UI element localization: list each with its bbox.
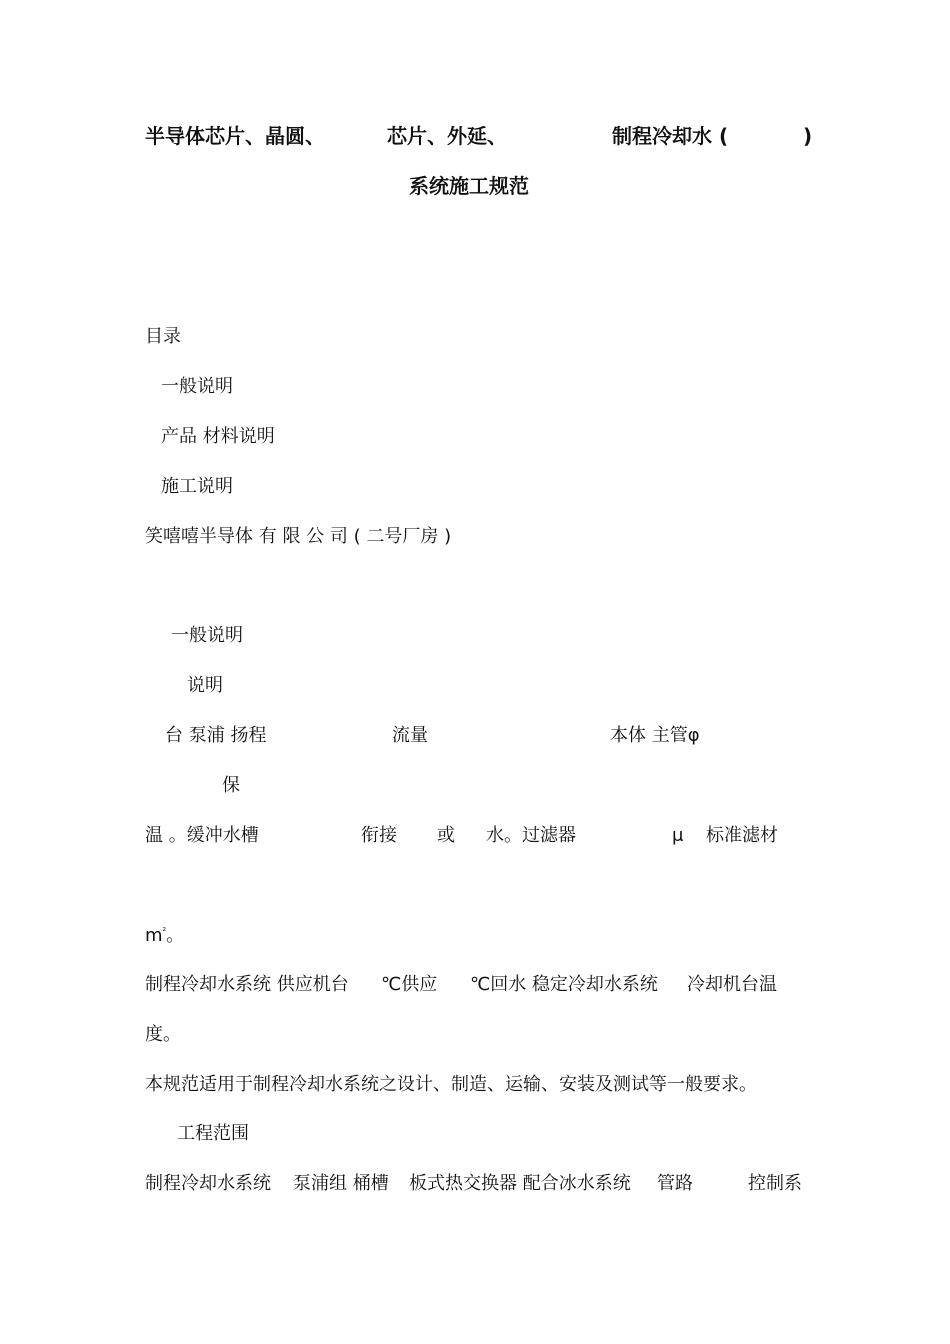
company-name: 笑嘻嘻半导体 有 限 公 司 ( 二号厂房 ) <box>145 526 452 547</box>
paragraph-fragment: 标准滤材 <box>706 825 778 846</box>
section-heading: 一般说明 <box>171 625 243 646</box>
paragraph-fragment: ℃供应 <box>381 974 438 995</box>
paragraph-fragment: 管路 <box>657 1173 693 1194</box>
toc-item-construction: 施工说明 <box>161 476 233 497</box>
paragraph-fragment: 度。 <box>145 1024 181 1045</box>
scope-statement: 本规范适用于制程冷却水系统之设计、制造、运输、安装及测试等一般要求。 <box>145 1074 757 1095</box>
paragraph-fragment: 冷却机台温 <box>687 974 777 995</box>
section-heading: 工程范围 <box>177 1123 249 1144</box>
toc-heading: 目录 <box>145 326 181 347</box>
paragraph-fragment: 保 <box>222 775 240 796</box>
paragraph-fragment: μ <box>672 825 684 846</box>
paragraph-fragment: 泵浦组 桶槽 <box>293 1173 389 1194</box>
paragraph-fragment: 制程冷却水系统 供应机台 <box>145 974 349 995</box>
toc-item-materials: 产品 材料说明 <box>161 426 275 447</box>
title-line-2: 系统施工规范 <box>409 174 529 198</box>
paragraph-fragment: 温 。缓冲水槽 <box>145 825 259 846</box>
title-part-3: 制程冷却水 ( <box>612 124 729 148</box>
paragraph-fragment: 水。过滤器 <box>486 825 576 846</box>
paragraph-fragment: 衔接 <box>361 825 397 846</box>
title-part-1: 半导体芯片、晶圆、 <box>145 124 325 148</box>
unit-superscript: ² <box>162 927 167 937</box>
paragraph-fragment: 控制系 <box>748 1173 802 1194</box>
unit-text: m <box>145 925 163 946</box>
paragraph-fragment <box>145 927 184 945</box>
paragraph-fragment: 本体 主管φ <box>610 725 700 746</box>
paragraph-fragment: 流量 <box>392 725 428 746</box>
paragraph-fragment: 板式热交换器 配合冰水系统 <box>409 1173 631 1194</box>
paragraph-fragment: 台 泵浦 扬程 <box>165 725 267 746</box>
paragraph-fragment: ℃回水 稳定冷却水系统 <box>470 974 658 995</box>
paragraph-fragment: 或 <box>437 825 455 846</box>
unit-tail: 。 <box>166 925 185 946</box>
title-part-2: 芯片、外延、 <box>387 124 507 148</box>
toc-item-general: 一般说明 <box>161 376 233 397</box>
paragraph-fragment: 制程冷却水系统 <box>145 1173 271 1194</box>
section-subheading: 说明 <box>187 675 223 696</box>
title-part-4: ) <box>803 124 813 148</box>
